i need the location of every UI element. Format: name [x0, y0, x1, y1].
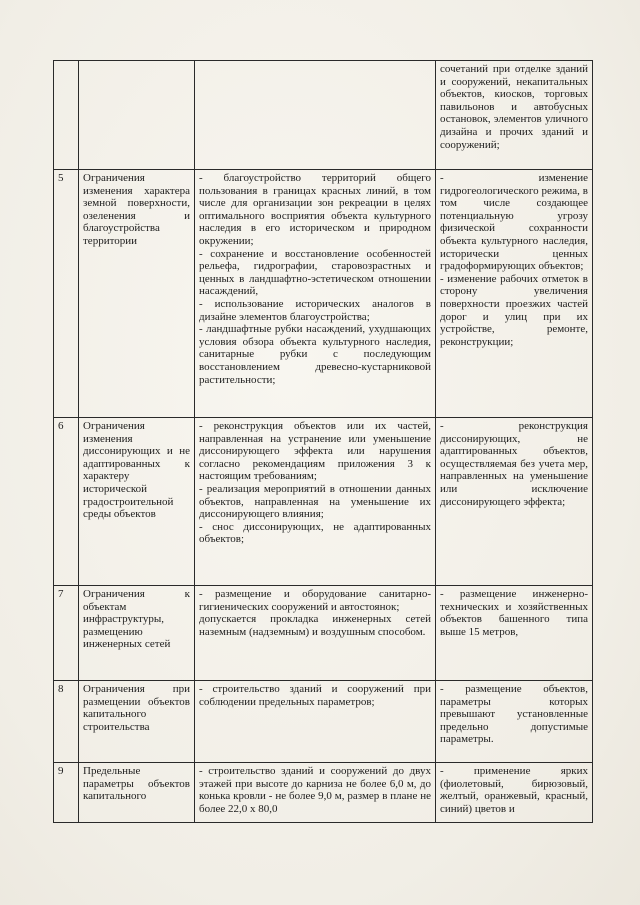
forbidden-item: сочетаний при отделке зданий и сооружений, некапитальных объектов, киосков, торговых павильонов и автобусных остановок, элементов уличного дизайна и прочих зданий и сооружений;	[440, 63, 588, 151]
table-row	[54, 61, 593, 170]
allowed-item: - размещение и оборудование санитарно-гигиенических сооружений и автостоянок;	[199, 588, 431, 613]
allowed-item: - строительство зданий и сооружений до двух этажей при высоте до карниза не более 6,0 м, до конька кровли - не более 9,0 м, размер в плане не более 22,0 х 80,0	[199, 765, 431, 815]
table-row	[54, 763, 593, 823]
allowed-cell	[195, 170, 436, 418]
table-row	[54, 170, 593, 418]
regulations-table	[53, 60, 593, 823]
row-title: Ограничения изменения диссонирующих и не адаптированных к характеру исторической градостроительной среды объектов	[79, 418, 195, 586]
forbidden-item: - изменение рабочих отметок в сторону увеличения поверхности проезжих частей дорог и улиц при их устройстве, ремонте, реконструкции;	[440, 272, 588, 348]
allowed-item: - использование исторических аналогов в дизайне элементов благоустройства;	[199, 297, 431, 323]
allowed-item: - реконструкция объектов или их частей, направленная на устранение или уменьшение диссонирующего эффекта или нарушения согласно рекомендациям приложения 3 к настоящим требованиям;	[199, 420, 431, 483]
allowed-item: - строительство зданий и сооружений при соблюдении предельных параметров;	[199, 683, 431, 708]
allowed-item: - сохранение и восстановление особенностей рельефа, гидрографии, старовозрастных и ценных в ландшафтно-эстетическом отношении насаждений,	[199, 247, 431, 298]
forbidden-cell	[436, 61, 593, 170]
allowed-item: - благоустройство территорий общего пользования в границах красных линий, в том числе для организации зон рекреации в целях оптимального восприятия объекта культурного наследия в его историческом и природном окружении;	[199, 172, 431, 247]
allowed-cell	[195, 586, 436, 681]
allowed-item: - ландшафтные рубки насаждений, ухудшающих условия обзора объекта культурного наследия, санитарные рубки с последующим восстановлением древесно-кустарниковой растительности;	[199, 323, 431, 386]
row-title: Предельные параметры объектов капитального	[79, 763, 195, 823]
table-row	[54, 681, 593, 763]
allowed-cell	[195, 763, 436, 823]
row-number: 5	[54, 170, 79, 418]
forbidden-cell	[436, 763, 593, 823]
row-number: 9	[54, 763, 79, 823]
forbidden-item: - размещение объектов, параметры которых превышают установленные предельно допустимые параметры.	[440, 683, 588, 746]
allowed-item: - снос диссонирующих, не адаптированных объектов;	[199, 520, 431, 546]
forbidden-cell	[436, 681, 593, 763]
allowed-cell	[195, 61, 436, 170]
forbidden-cell	[436, 586, 593, 681]
forbidden-item: - реконструкция диссонирующих, не адаптированных объектов, осуществляемая без учета мер, направленных на уменьшение или исключение диссонирующего эффекта;	[440, 420, 588, 508]
forbidden-item: - применение ярких (фиолетовый, бирюзовый, желтый, оранжевый, красный, синий) цветов и	[440, 765, 588, 815]
allowed-item: допускается прокладка инженерных сетей наземным (надземным) и воздушным способом.	[199, 613, 431, 638]
row-title: Ограничения к объектам инфраструктуры, размещению инженерных сетей	[79, 586, 195, 681]
row-title	[79, 61, 195, 170]
row-number	[54, 61, 79, 170]
forbidden-cell	[436, 170, 593, 418]
allowed-cell	[195, 418, 436, 586]
forbidden-cell	[436, 418, 593, 586]
forbidden-item: - изменение гидрогеологического режима, в том числе создающее потенциальную угрозу физической сохранности объекта культурного наследия, исторически ценных градоформирующих объектов;	[440, 172, 588, 273]
allowed-cell	[195, 681, 436, 763]
row-number: 6	[54, 418, 79, 586]
table-row	[54, 586, 593, 681]
row-title: Ограничения изменения характера земной поверхности, озеленения и благоустройства территории	[79, 170, 195, 418]
row-number: 7	[54, 586, 79, 681]
table-row	[54, 418, 593, 586]
row-title: Ограничения при размещении объектов капитального строительства	[79, 681, 195, 763]
allowed-item: - реализация мероприятий в отношении данных объектов, направленная на уменьшение их диссонирующего влияния;	[199, 482, 431, 521]
forbidden-item: - размещение инженерно-технических и хозяйственных объектов башенного типа выше 15 метров,	[440, 588, 588, 638]
row-number: 8	[54, 681, 79, 763]
